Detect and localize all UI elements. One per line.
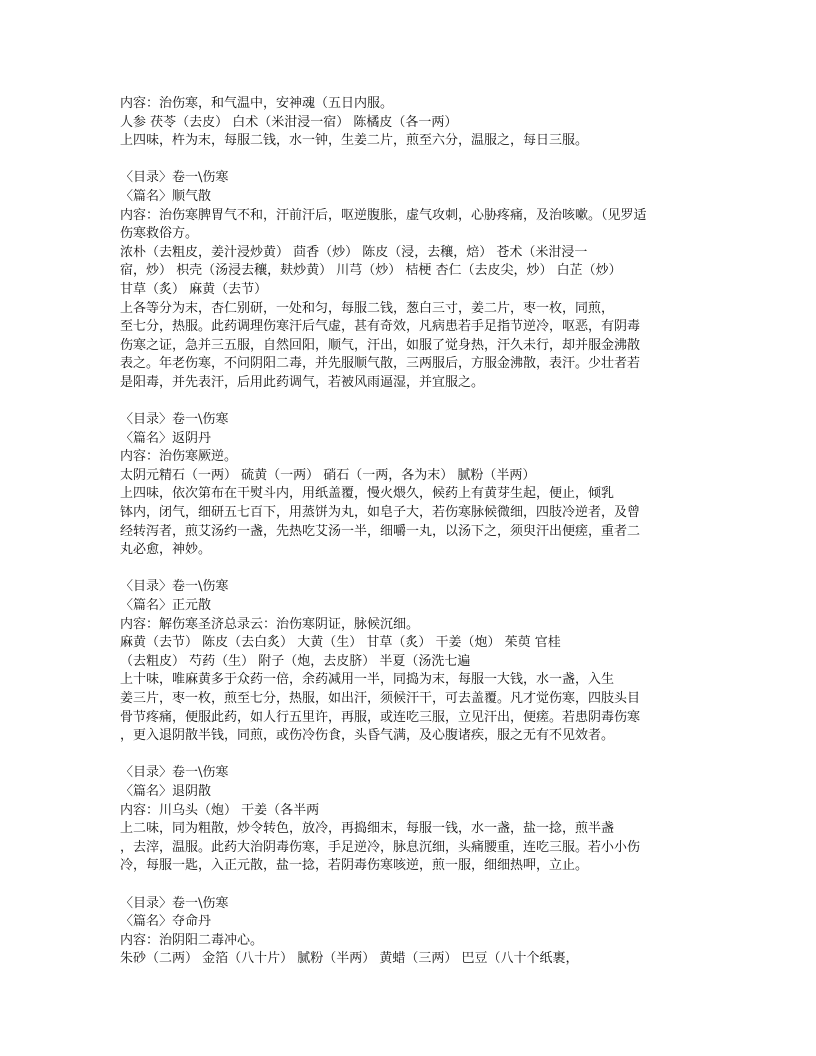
- preparation-line: 至七分，热服。此药调理伤寒汗后气虚，甚有奇效，凡病患若手足指节逆冷，呕恶，有阴毒: [120, 319, 641, 335]
- catalog-line: 〈目录〉卷一\伤寒: [120, 579, 229, 595]
- ingredients-line: 浓朴（去粗皮，姜汁浸炒黄） 茴香（炒） 陈皮（浸，去穰，焙） 苍术（米泔浸一: [120, 244, 588, 260]
- title-line: 〈篇名〉正元散: [120, 598, 212, 614]
- section-continuation: [120, 95, 700, 151]
- spacer: [120, 876, 700, 895]
- ingredients-line: （去粗皮） 芍药（生） 附子（炮，去皮脐） 半夏（汤洗七遍: [120, 653, 471, 669]
- ingredients-line: 甘草（炙） 麻黄（去节）: [120, 281, 268, 297]
- catalog-line: 〈目录〉卷一\伤寒: [120, 170, 229, 186]
- preparation-line: 冷，每服一匙，入正元散，盐一捻，若阴毒伤寒咳逆，煎一服，细细热呷，立止。: [120, 858, 589, 874]
- title-line: 〈篇名〉退阴散: [120, 783, 212, 799]
- title-line: 〈篇名〉返阴丹: [120, 430, 212, 446]
- preparation-line: 是阳毒，并先表汗，后用此药调气，若被风雨逼湿，并宜服之。: [120, 374, 485, 390]
- preparation-line: 姜三片，枣一枚，煎至七分，热服，如出汗，须候汗干，可去盖覆。凡才觉伤寒，四肢头目: [120, 691, 641, 706]
- title-line: 〈篇名〉夺命丹: [120, 914, 212, 930]
- content-line: 内容：治伤寒脾胃气不和，汗前汗后，呕逆腹胀，虚气攻刺，心胁疼痛，及治咳嗽。（见罗适: [120, 207, 647, 223]
- spacer: [120, 560, 700, 579]
- content-line: 内容：治伤寒，和气温中，安神魂（五日内服。: [120, 96, 394, 111]
- preparation-line: 钵内，闭气，细研五七百下，用蒸饼为丸，如皂子大，若伤寒脉候微细，四肢冷逆者，及曾: [120, 505, 641, 521]
- ingredients-line: 朱砂（二两） 金箔（八十片） 腻粉（半两） 黄蜡（三两） 巴豆（八十个纸裹，: [120, 951, 579, 967]
- preparation-line: 伤寒之证，急并三五服，自然回阳，顺气，汗出，如服了觉身热，汗久未行，却并服金沸散: [120, 337, 641, 353]
- preparation-line: ，去滓，温服。此药大治阴毒伤寒，手足逆冷，脉息沉细，头痛腰重，连吃三服。若小小伤: [120, 839, 641, 855]
- ingredients-line: 人参 茯苓（去皮） 白术（米泔浸一宿） 陈橘皮（各一两）: [120, 114, 458, 130]
- content-line: 内容：川乌头（炮） 干姜（各半两: [120, 802, 320, 818]
- catalog-line: 〈目录〉卷一\伤寒: [120, 765, 229, 781]
- section-tuiyinsan: [120, 764, 700, 876]
- preparation-line: 丸必愈，神妙。: [120, 542, 212, 558]
- preparation-line: 上各等分为末，杏仁别研，一处和匀，每服二钱，葱白三寸，姜二片，枣一枚，同煎，: [120, 300, 615, 316]
- catalog-line: 〈目录〉卷一\伤寒: [120, 895, 229, 911]
- ingredients-line: 麻黄（去节） 陈皮（去白炙） 大黄（生） 甘草（炙） 干姜（炮） 茱萸 官桂: [120, 635, 561, 651]
- section-fanyindan: [120, 411, 700, 560]
- preparation-line: ，更入退阴散半钱，同煎，或伤冷伤食，头昏气满，及心腹诸疾，服之无有不见效者。: [120, 728, 615, 744]
- section-shunqisan: [120, 169, 700, 392]
- preparation-line: 经转泻者，煎艾汤约一盏，先热吃艾汤一半，细嚼一丸，以汤下之，须臾汗出便瘥，重者二: [120, 523, 641, 539]
- preparation-line: 上四味，杵为末，每服二钱，水一钟，生姜二片，煎至六分，温服之，每日三服。: [120, 133, 589, 149]
- content-line: 伤寒救俗方。: [120, 226, 199, 242]
- section-duomingdan: [120, 895, 700, 969]
- section-zhengyuansan: [120, 578, 700, 745]
- preparation-line: 上十味，唯麻黄多于众药一倍，余药减用一半，同捣为末，每服一大钱，水一盏，入生: [120, 672, 615, 688]
- preparation-line: 上二味，同为粗散，炒令转色，放冷，再捣细末，每服一钱，水一盏，盐一捻，煎半盏: [120, 821, 615, 837]
- spacer: [120, 746, 700, 765]
- preparation-line: 上四味，依次第布在干熨斗内，用纸盖覆，慢火煨久，候药上有黄芽生起，便止，倾乳: [120, 486, 615, 502]
- catalog-line: 〈目录〉卷一\伤寒: [120, 412, 229, 428]
- content-line: 内容：治阴阳二毒冲心。: [120, 932, 264, 948]
- document-page: [120, 95, 700, 969]
- spacer: [120, 151, 700, 170]
- spacer: [120, 393, 700, 412]
- ingredients-line: 宿，炒） 枳壳（汤浸去穰，麸炒黄） 川芎（炒） 桔梗 杏仁（去皮尖，炒） 白芷（炒）: [120, 263, 622, 279]
- preparation-line: 表之。年老伤寒，不问阴阳二毒，并先服顺气散，三两服后，方服金沸散，表汗。少壮者若: [120, 356, 641, 372]
- content-line: 内容：解伤寒圣济总录云：治伤寒阴证，脉候沉细。: [120, 616, 420, 632]
- preparation-line: 骨节疼痛，便服此药，如人行五里许，再服，或连吃三服，立见汗出，便瘥。若患阴毒伤寒: [120, 709, 641, 725]
- title-line: 〈篇名〉顺气散: [120, 188, 212, 204]
- content-line: 内容：治伤寒厥逆。: [120, 449, 238, 465]
- ingredients-line: 太阴元精石（一两） 硫黄（一两） 硝石（一两，各为末） 腻粉（半两）: [120, 467, 536, 483]
